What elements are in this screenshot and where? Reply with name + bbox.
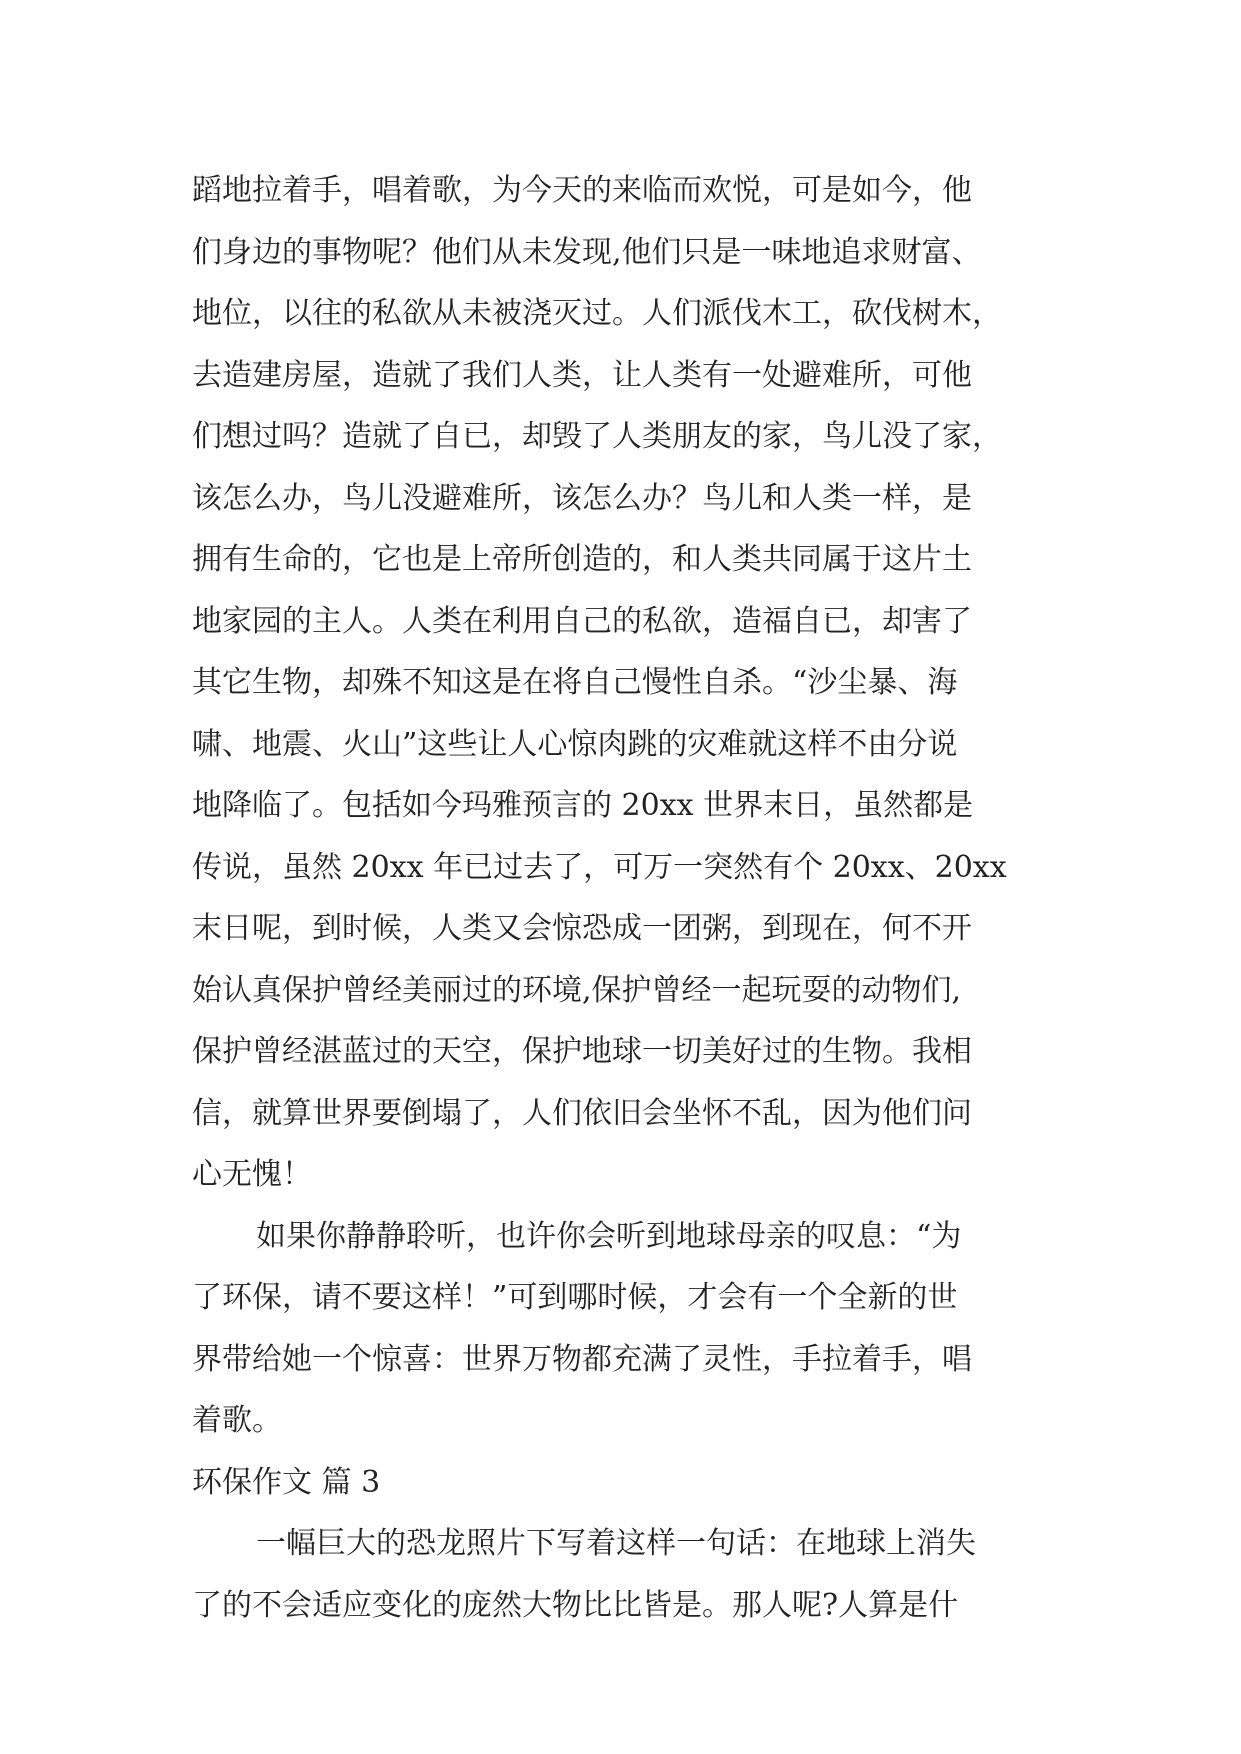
text-line: 地家园的主人。人类在利用自己的私欲，造福自已，却害了: [192, 603, 972, 639]
text-line: 去造建房屋，造就了我们人类，让人类有一处避难所，可他: [192, 357, 972, 393]
text-line: 拥有生命的，它也是上帝所创造的，和人类共同属于这片土: [192, 542, 972, 577]
text-line: 界带给她一个惊喜：世界万物都充满了灵性，手拉着手，唱: [192, 1341, 972, 1377]
text-line: 心无愧！: [192, 1157, 312, 1192]
text-line: 着歌。: [192, 1403, 282, 1438]
text-line: 信，就算世界要倒塌了，人们依旧会坐怀不乱，因为他们问: [192, 1095, 972, 1131]
text-line: 保护曾经湛蓝过的天空，保护地球一切美好过的生物。我相: [192, 1034, 972, 1069]
text-line: 蹈地拉着手，唱着歌，为今天的来临而欢悦，可是如今，他: [192, 173, 972, 208]
text-line: 啸、地震、火山”这些让人心惊肉跳的灾难就这样不由分说: [192, 726, 958, 762]
text-line: 始认真保护曾经美丽过的环境,保护曾经一起玩耍的动物们,: [192, 972, 962, 1008]
document-body: [192, 160, 1072, 1636]
text-line: 传说，虽然 20xx 年已过去了，可万一突然有个 20xx、20xx: [192, 849, 1007, 885]
text-line: 了环保，请不要这样！”可到哪时候，才会有一个全新的世: [192, 1280, 958, 1315]
text-line: 该怎么办，鸟儿没避难所，该怎么办？鸟儿和人类一样，是: [192, 480, 972, 516]
text-line: 们身边的事物呢？他们从未发现,他们只是一味地追求财富、: [192, 234, 982, 270]
section-heading: 环保作文 篇 3: [192, 1464, 381, 1500]
text-line: 末日呢，到时候，人类又会惊恐成一团粥，到现在，何不开: [192, 911, 972, 946]
text-line: 地降临了。包括如今玛雅预言的 20xx 世界末日，虽然都是: [192, 788, 974, 823]
text-line: 了的不会适应变化的庞然大物比比皆是。那人呢?人算是什: [192, 1587, 959, 1623]
text-line: 其它生物，却殊不知这是在将自己慢性自杀。“沙尘暴、海: [192, 665, 958, 700]
text-line: 地位，以往的私欲从未被浇灭过。人们派伐木工，砍伐树木，: [192, 296, 1002, 331]
text-line: 们想过吗？造就了自已，却毁了人类朋友的家，鸟儿没了家，: [192, 419, 1002, 454]
paragraph-start-line: 一幅巨大的恐龙照片下写着这样一句话：在地球上消失: [256, 1526, 976, 1561]
paragraph-start-line: 如果你静静聆听，也许你会听到地球母亲的叹息：“为: [256, 1218, 962, 1254]
